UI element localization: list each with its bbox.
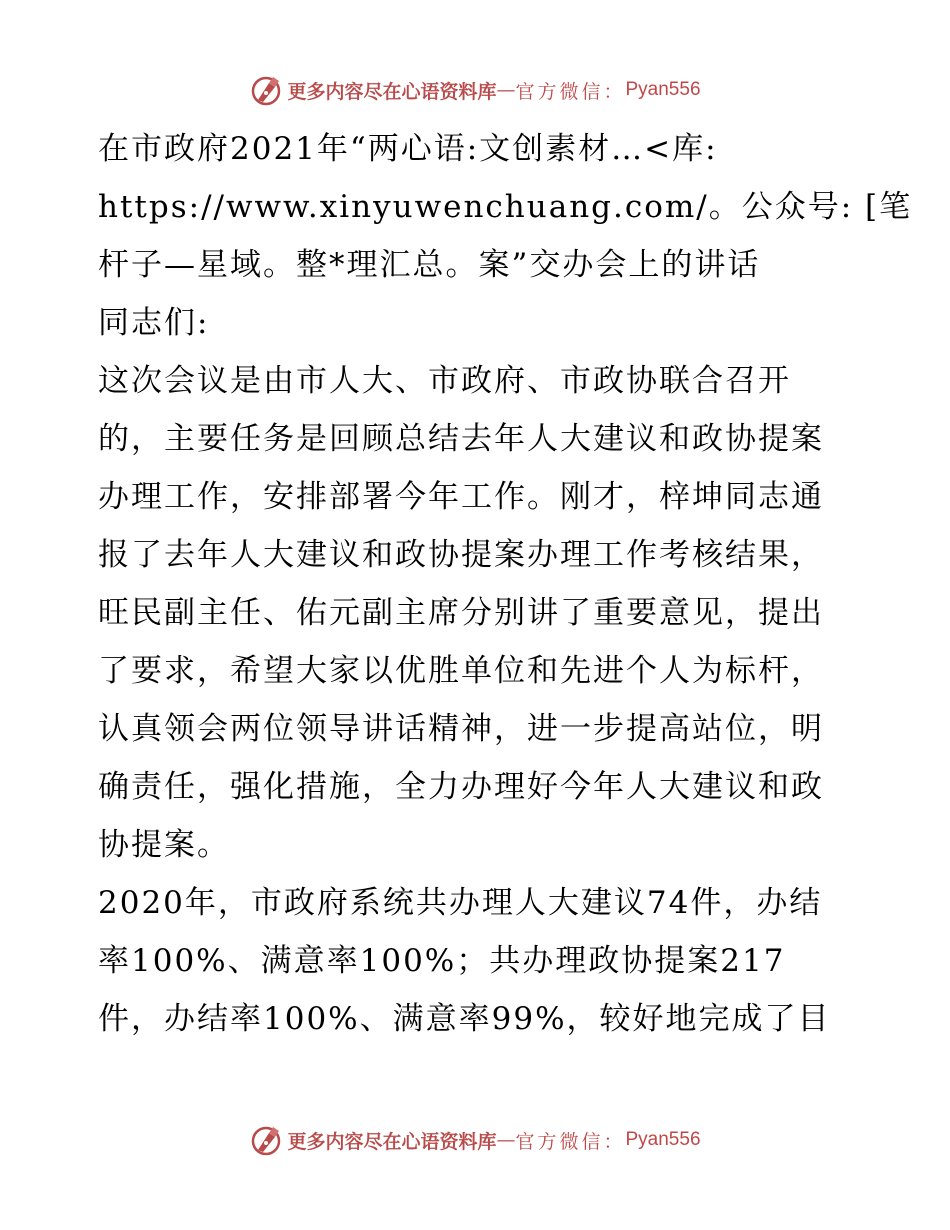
paragraph-line: 率100%、满意率100%；共办理政协提案217 [98,943,786,979]
paragraph-line: 办理工作，安排部署今年工作。刚才，梓坤同志通 [98,479,824,515]
paragraph-line: 协提案。 [98,827,230,863]
banner-wechat-id: Pyan556 [625,1129,701,1150]
paragraph-line: 件，办结率100%、满意率99%，较好地完成了目 [98,1001,831,1037]
paragraph-line: 2020年，市政府系统共办理人大建议74件，办结 [98,885,823,921]
banner-separator: — [496,1129,516,1151]
paragraph-line: 认真领会两位领导讲话精神，进一步提高站位，明 [98,711,824,747]
document-body [98,120,913,1048]
paragraph-line: 这次会议是由市人大、市政府、市政协联合召开 [98,363,791,399]
paragraph-line: 报了去年人大建议和政协提案办理工作考核结果， [98,537,824,573]
salutation: 同志们: [98,305,210,341]
pen-nib-logo-icon [249,73,283,107]
banner-wechat-label: 官方微信： [515,1130,626,1153]
banner-separator: — [496,79,516,101]
banner-wechat-id: Pyan556 [625,79,701,100]
banner-wechat-label: 官方微信： [515,80,626,103]
paragraph-line: 旺民副主任、佑元副主席分别讲了重要意见，提出 [98,595,824,631]
banner-main-text: 更多内容尽在心语资料库 [287,1130,497,1153]
title-line-3: 杆子—星域。整*理汇总。案”交办会上的讲话 [98,247,761,283]
paragraph-line: 确责任，强化措施，全力办理好今年人大建议和政 [98,769,824,805]
title-line-2: https://www.xinyuwenchuang.com/。公众号: [笔 [98,189,913,225]
paragraph-line: 的，主要任务是回顾总结去年人大建议和政协提案 [98,421,824,457]
header-banner [0,70,950,110]
pen-nib-logo-icon [249,1123,283,1157]
footer-banner [0,1120,950,1160]
banner-main-text: 更多内容尽在心语资料库 [287,80,497,103]
paragraph-line: 了要求，希望大家以优胜单位和先进个人为标杆， [98,653,824,689]
title-line-1: 在市政府2021年“两心语:文创素材…<库: [98,131,718,167]
